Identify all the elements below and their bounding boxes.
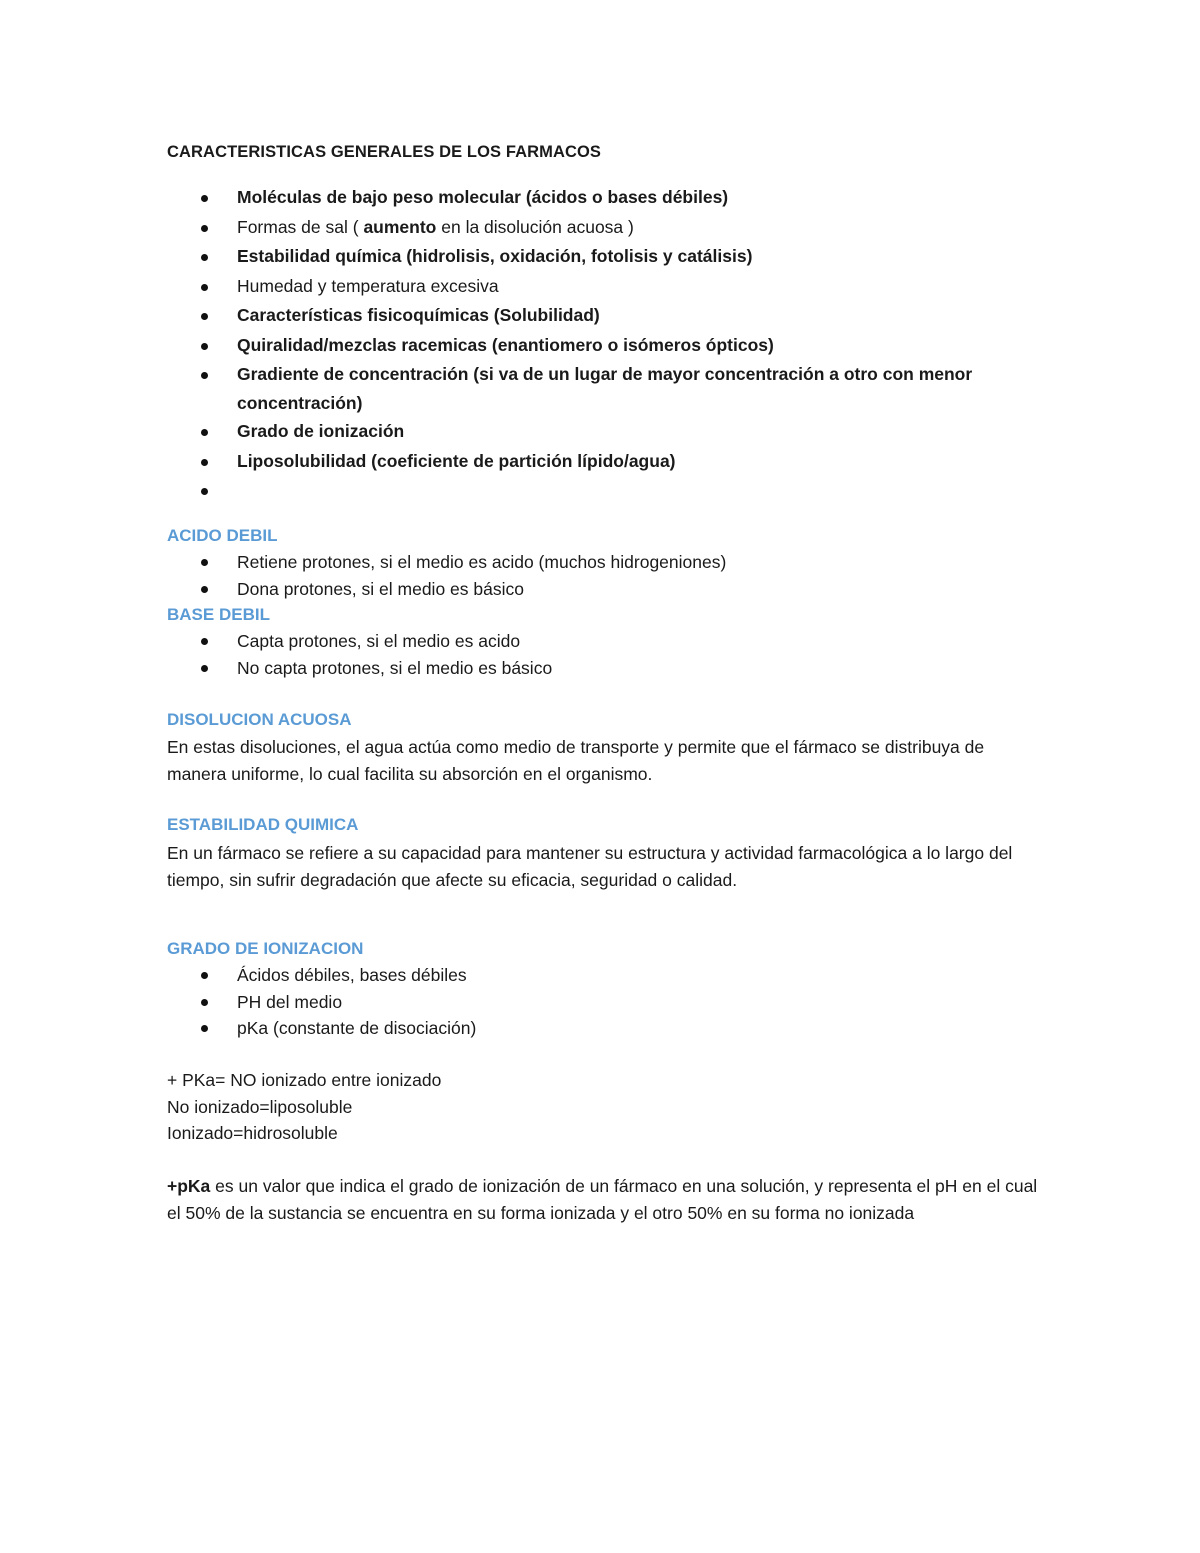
list-item-text: Moléculas de bajo peso molecular (ácidos o bases débiles) <box>237 187 729 207</box>
list-item <box>167 331 1047 361</box>
bullet-icon <box>201 638 208 645</box>
list-item <box>167 549 1047 576</box>
list-item-emphasis: aumento <box>363 216 437 237</box>
pka-paragraph <box>167 1173 1047 1226</box>
base-debil-list <box>167 628 1047 681</box>
section-heading-estabilidad-quimica: ESTABILIDAD QUIMICA <box>167 815 359 834</box>
list-item-text: PH del medio <box>237 991 343 1012</box>
pka-note-line: Ionizado=hidrosoluble <box>167 1123 338 1143</box>
list-item-text: No capta protones, si el medio es básico <box>237 657 553 678</box>
bullet-icon <box>201 284 208 291</box>
list-item <box>167 417 1047 447</box>
section-heading-grado-ionizacion: GRADO DE IONIZACION <box>167 939 364 958</box>
bullet-icon <box>201 372 208 379</box>
list-item-text: Retiene protones, si el medio es acido (muchos hidrogeniones) <box>237 552 727 572</box>
bullet-icon <box>201 343 208 350</box>
list-item <box>167 1015 1047 1042</box>
list-item-text: Estabilidad química (hidrolisis, oxidación, fotolisis y catálisis) <box>237 246 753 266</box>
bullet-icon <box>201 488 208 495</box>
list-item-text: Ácidos débiles, bases débiles <box>237 965 467 985</box>
list-item <box>167 213 1047 243</box>
bullet-icon <box>201 1025 208 1032</box>
list-item <box>167 183 1047 213</box>
bullet-icon <box>201 665 208 672</box>
list-item-text: Formas de sal ( <box>237 216 364 237</box>
list-item-text: Dona protones, si el medio es básico <box>237 578 524 599</box>
list-item-text: Quiralidad/mezclas racemicas (enantiomero o isómeros ópticos) <box>237 334 774 355</box>
pka-note-line: + PKa= NO ionizado entre ionizado <box>167 1070 442 1090</box>
page-title: CARACTERISTICAS GENERALES DE LOS FARMACOS <box>167 143 602 161</box>
list-item <box>167 301 1047 331</box>
list-item <box>167 576 1047 603</box>
list-item <box>167 272 1047 302</box>
estabilidad-paragraph: En un fármaco se refiere a su capacidad para mantener su estructura y actividad farmacológica a lo largo del tiempo, sin sufrir degradación que afecte su eficacia, seguridad o calidad. <box>167 843 1013 890</box>
bullet-icon <box>201 972 208 979</box>
bullet-icon <box>201 429 208 436</box>
bullet-icon <box>201 459 208 466</box>
acido-debil-list <box>167 549 1047 602</box>
list-item-text: Grado de ionización <box>237 421 405 441</box>
bullet-icon <box>201 559 208 566</box>
section-heading-disolucion-acuosa: DISOLUCION ACUOSA <box>167 710 352 729</box>
bullet-icon <box>201 586 208 593</box>
bullet-icon <box>201 999 208 1006</box>
list-item-text: Gradiente de concentración (si va de un lugar de mayor concentración a otro con menor concentración) <box>237 364 973 413</box>
list-item-text: Liposolubilidad (coeficiente de partición lípido/agua) <box>237 450 676 471</box>
section-heading-acido-debil: ACIDO DEBIL <box>167 526 278 545</box>
bullet-icon <box>201 195 208 202</box>
pka-note-line: No ionizado=liposoluble <box>167 1096 353 1117</box>
list-item-text: en la disolución acuosa ) <box>436 216 634 237</box>
list-item-text: pKa (constante de disociación) <box>237 1018 477 1038</box>
list-item <box>167 360 1047 417</box>
pka-term: +pKa <box>167 1176 211 1196</box>
list-item <box>167 962 1047 989</box>
list-item <box>167 447 1047 477</box>
list-item-text: Capta protones, si el medio es acido <box>237 631 521 651</box>
bullet-icon <box>201 313 208 320</box>
pka-notes <box>167 1067 1047 1147</box>
bullet-icon <box>201 254 208 261</box>
list-item-text: Humedad y temperatura excesiva <box>237 275 499 296</box>
section-heading-base-debil: BASE DEBIL <box>167 605 270 624</box>
list-item <box>167 655 1047 682</box>
list-item <box>167 989 1047 1016</box>
pka-definition: es un valor que indica el grado de ionización de un fármaco en una solución, y representa el pH en el cual el 50% de la sustancia se encuentra en su forma ionizada y el otro 50% en su forma no ionizada <box>167 1176 1038 1223</box>
bullet-icon <box>201 225 208 232</box>
list-item <box>167 242 1047 272</box>
general-characteristics-list <box>167 183 1047 476</box>
disolucion-paragraph: En estas disoluciones, el agua actúa como medio de transporte y permite que el fármaco se distribuya de manera uniforme, lo cual facilita su absorción en el organismo. <box>167 737 985 784</box>
list-item <box>167 628 1047 655</box>
list-item-text: Características fisicoquímicas (Solubilidad) <box>237 305 600 325</box>
grado-ionizacion-list <box>167 962 1047 1042</box>
